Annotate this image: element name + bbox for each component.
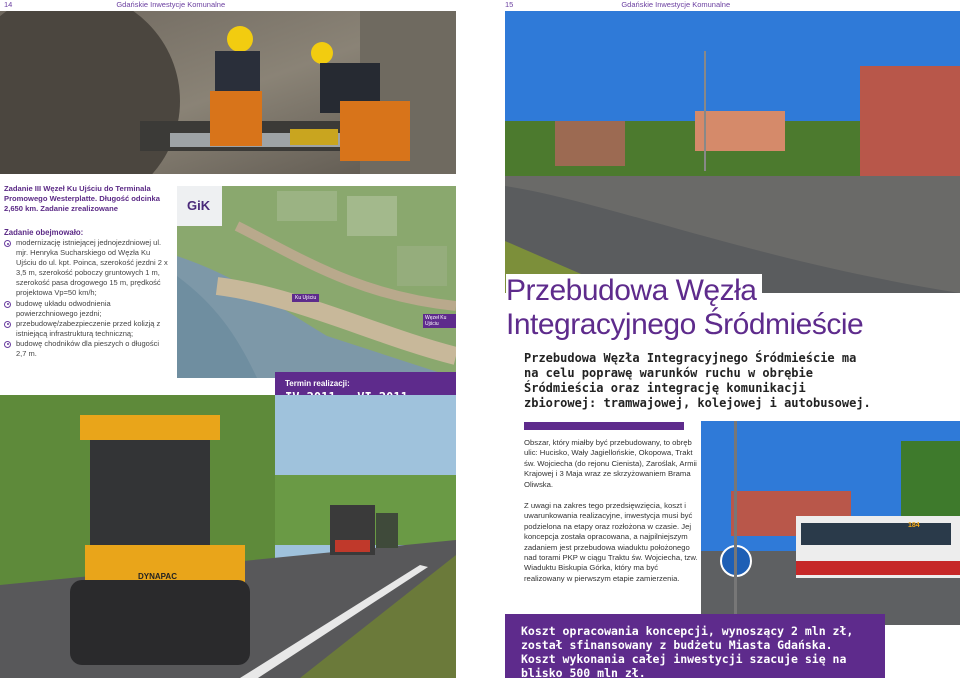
left-page-header [4, 0, 225, 11]
right-page-number: 15 [505, 0, 514, 9]
road-roller-illustration [0, 395, 456, 678]
scope-title: Zadanie obejmowało: [4, 228, 84, 237]
workers-illustration [0, 11, 456, 174]
bus-illustration [701, 421, 960, 625]
map-label-ku-ujsciu: Ku Ujściu [292, 294, 319, 302]
body-paragraph-1: Obszar, który miałby być przebudowany, to obręb ulic: Hucisko, Wały Jagiellońskie, Okopowa, Trakt św. Wojciecha (do rejonu Cienista), Zaroślak, Armii Krajowej i 3 Maja wraz ze skrzyżowaniem Brama Oliwska. [524, 438, 697, 489]
lead-paragraph: Przebudowa Węzła Integracyjnego Śródmieście ma na celu poprawę warunków ruchu w obrębie Śródmieścia oraz integrację komunikacji zbiorowej: tramwajowej, kolejowej i autobusowej. [524, 351, 871, 410]
street-illustration [505, 11, 960, 293]
bullet-icon [4, 321, 11, 328]
scope-item: budowę układu odwodnienia powierzchniowego jezdni; [4, 299, 170, 319]
term-label: Termin realizacji: [285, 379, 350, 388]
bullet-icon [4, 341, 11, 348]
left-page-number: 14 [4, 0, 13, 9]
left-running-title: Gdańskie Inwestycje Komunalne [116, 0, 226, 9]
site-map-illustration [177, 186, 456, 378]
scope-item: modernizację istniejącej jednojezdniowej ul. mjr. Henryka Sucharskiego od Węzła Ku Ujściu do ul. kpt. Poinca, szerokość jezdni 2 x 3,5 m, szerokość poboczy gruntowych 1 m, szerokość pasa drogowego 15 m, prędkość projektowa Vp=50 km/h; [4, 238, 170, 299]
title-line-1: Przebudowa Węzła [506, 274, 762, 308]
map-label-wezel: Węzeł Ku Ujściu [423, 314, 456, 328]
road-roller-photo [0, 395, 456, 678]
task-caption: Zadanie III Węzeł Ku Ujściu do Terminala Promowego Westerplatte. Długość odcinka 2,650 km. Zadanie zrealizowane [4, 184, 160, 213]
title-line-2: Integracyjnego Śródmieście [506, 308, 864, 341]
roller-brand-label: DYNAPAC [138, 572, 177, 581]
summary-box [505, 614, 885, 678]
bus-photo [701, 421, 960, 625]
page-title [506, 274, 863, 342]
scope-list [4, 238, 170, 359]
scope-item: budowę chodników dla pieszych o długości 2,7 m. [4, 339, 170, 359]
bullet-icon [4, 240, 11, 247]
right-running-title: Gdańskie Inwestycje Komunalne [621, 0, 731, 9]
street-photo [505, 11, 960, 293]
summary-text: Koszt opracowania koncepcji, wynoszący 2 mln zł, został sfinansowany z budżetu Miasta Gdańska. Koszt wykonania całej inwestycji szacuje się na blisko 500 mln zł. [521, 624, 854, 680]
bullet-icon [4, 301, 11, 308]
scope-item: przebudowę/zabezpieczenie przed kolizją z istniejącą infrastrukturą techniczną; [4, 319, 170, 339]
body-paragraph-2: Z uwagi na zakres tego przedsięwzięcia, koszt i uwarunkowania realizacyjne, inwestycja musi być podzielona na etapy oraz rozłożona w czasie. Jej koncepcja została opracowana, a najpilniejszym zadaniem jest przebudowa wiaduktu położonego nad torami PKP w ciągu Traktu św. Wojciecha, tzw. Wiaduktu Biskupia Górka, który ma być realizowany w pierwszym etapie zamierzenia. [524, 501, 698, 583]
site-map [177, 186, 456, 378]
right-page-header [505, 0, 730, 11]
gik-logo: GiK [187, 198, 211, 213]
divider-bar [524, 422, 684, 430]
workers-photo [0, 11, 456, 174]
bus-number: 184 [908, 522, 920, 529]
